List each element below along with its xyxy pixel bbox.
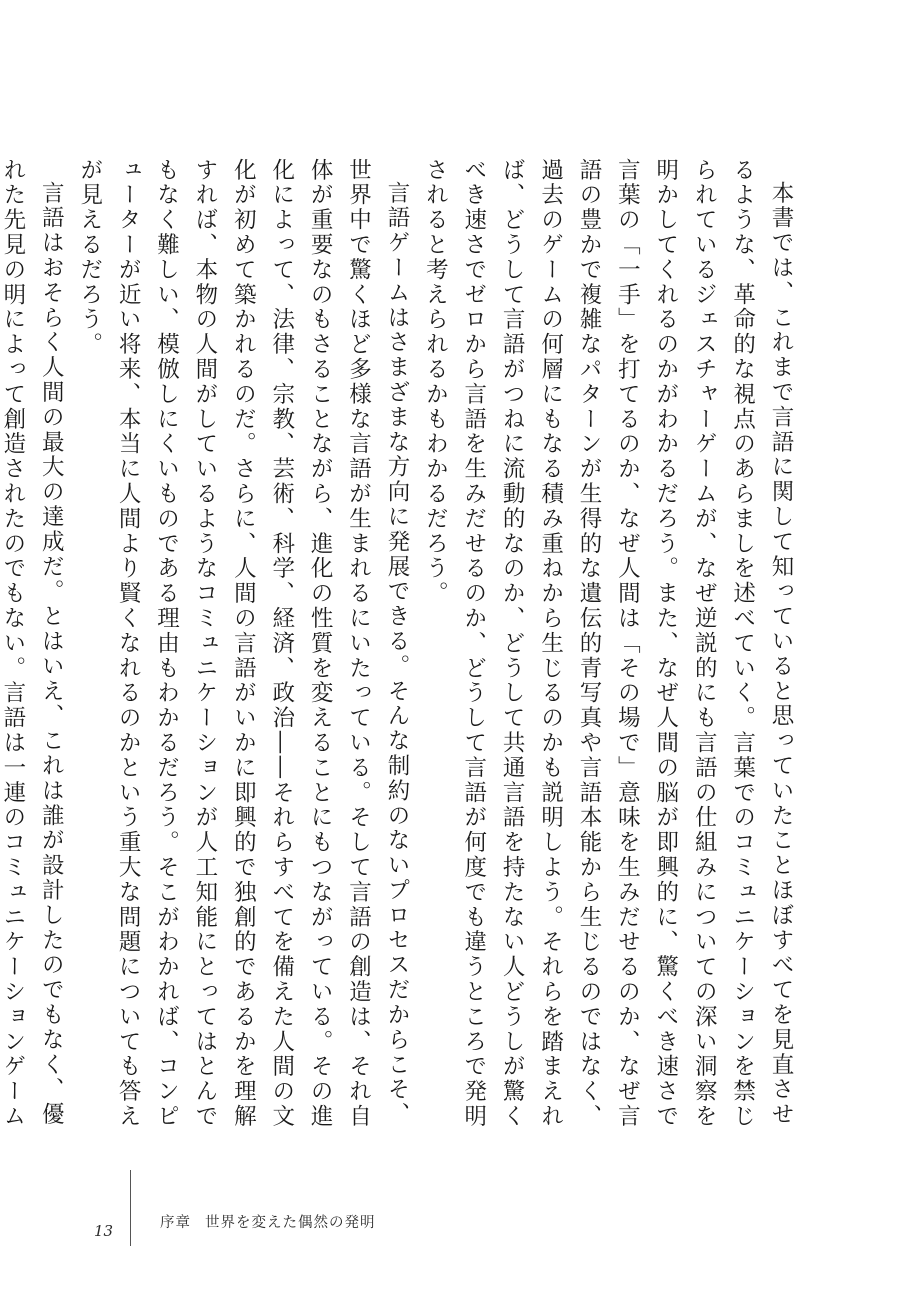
page-number: 13	[94, 1222, 114, 1240]
chapter-title: 世界を変えた偶然の発明	[205, 1215, 376, 1231]
body-text	[0, 158, 800, 1148]
paragraph-1: 本書では、これまで言語に関して知っていると思っていたことほぼすべてを見直させるような、革命的な視点のあらましを述べていく。言葉でのコミュニケーションを禁じられているジェスチャーゲームが、なぜ逆説的にも言語の仕組みについての深い洞察を明かしてくれるのかがわかるだろう。また、なぜ人間の脳が即興的に、驚くべき速さで言葉の「一手」を打てるのか、なぜ人間は「その場で」意味を生みだせるのか、なぜ言語の豊かで複雑なパターンが生得的な遺伝的青写真や言語本能から生じるのではなく、過去のゲームの何層にもなる積み重ねから生じるのかも説明しよう。それらを踏まえれば、どうして言語がつねに流動的なのか、どうして共通言語を持たない人どうしが驚くべき速さでゼロから言語を生みだせるのか、どうして言語が何度でも違うところで発明されると考えられるかもわかるだろう。	[422, 158, 794, 1130]
paragraph-2: 言語ゲームはさまざまな方向に発展できる。そんな制約のないプロセスだからこそ、世界中で驚くほど多様な言語が生まれるにいたっている。そして言語の創造は、それ自体が重要なのもさることながら、進化の性質を変えることにもつながっている。その進化によって、法律、宗教、芸術、科学、経済、政治――それらすべてを備えた人間の文化が初めて築かれるのだ。さらに、人間の言語がいかに即興的で独創的であるかを理解すれば、本物の人間がしているようなコミュニケーションが人工知能にとってはとんでもなく難しい、模倣しにくいものである理由もわかるだろう。そこがわかれば、コンピューターが近い将来、本当に人間より賢くなれるのかという重大な問題についても答えが見えるだろう。	[76, 158, 410, 1130]
paragraph-3: 言語はおそらく人間の最大の達成だ。とはいえ、これは誰が設計したのでもなく、優れた先見の明によって創造されたのでもない。言語は一連のコミュニケーションゲーム	[0, 158, 65, 1130]
footer-divider	[130, 1170, 131, 1246]
chapter-label: 序章	[160, 1215, 191, 1231]
running-head	[160, 1211, 376, 1232]
